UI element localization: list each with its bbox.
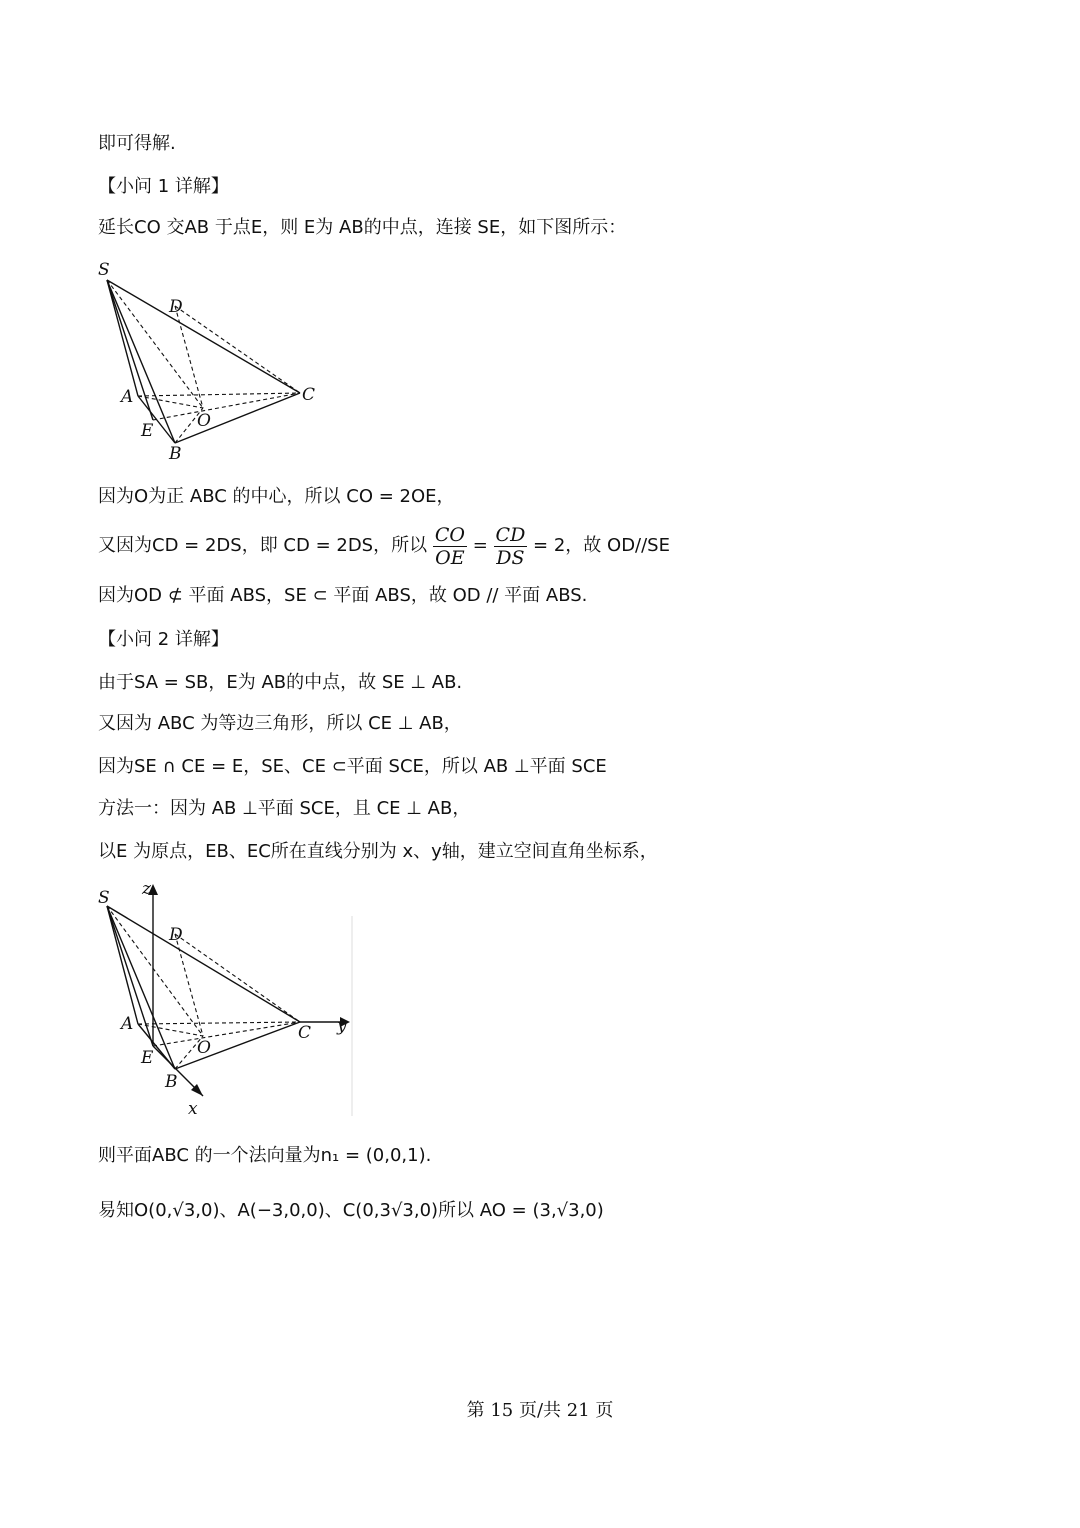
text-line-14: 易知O(0,√3,0)、A(−3,0,0)、C(0,3√3,0)所以 AO = (3,√3,0) [98,1200,604,1221]
text-line-11: 方法一：因为 AB ⊥平面 SCE，且 CE ⊥ AB， [98,798,471,819]
text-line-10: 因为SE ∩ CE = E，SE、CE ⊂平面 SCE，所以 AB ⊥平面 SCE [98,756,607,777]
label-E-2: E [141,1048,154,1068]
label-E: E [141,421,154,441]
label-A-2: A [121,1014,134,1034]
label-A: A [121,387,134,407]
text-line-5-pre: 又因为CD = 2DS，即 CD = 2DS，所以 [98,535,428,556]
text-line-13: 则平面ABC 的一个法向量为n₁ = (0,0,1). [98,1145,432,1166]
frac-den-ds: DS [496,546,525,569]
label-S-2: S [98,888,110,908]
text-line-12: 以E 为原点，EB、EC所在直线分别为 x、y轴，建立空间直角坐标系， [98,841,658,862]
text-line-4: 因为O为正 ABC 的中心，所以 CO = 2OE， [98,486,455,507]
label-O-2: O [197,1038,211,1058]
label-B-2: B [165,1072,178,1092]
frac-equals: = [472,535,488,556]
pyramid-figure-1 [95,258,335,466]
page-footer: 第 15 页/共 21 页 [466,1400,614,1421]
label-S: S [98,260,110,280]
pyramid-figure-2 [95,876,357,1118]
axis-label-y: y [337,1016,347,1036]
frac-den-oe: OE [435,546,465,569]
text-line-6: 因为OD ⊄ 平面 ABS，SE ⊂ 平面 ABS，故 OD // 平面 ABS. [98,585,588,606]
label-D-2: D [169,925,183,945]
label-D: D [169,297,183,317]
label-O: O [197,411,211,431]
axis-label-z: z [142,879,151,899]
fraction-co-oe [433,524,467,569]
text-line-1: 即可得解. [98,133,176,154]
text-line-9: 又因为 ABC 为等边三角形，所以 CE ⊥ AB， [98,713,462,734]
axis-label-x: x [188,1099,198,1118]
text-line-5 [98,518,670,574]
fraction-cd-ds [494,524,528,569]
text-line-3: 延长CO 交AB 于点E，则 E为 AB的中点，连接 SE，如下图所示： [98,217,627,238]
section-heading-1: 【小问 1 详解】 [98,176,229,197]
text-line-5-post: = 2，故 OD//SE [533,535,670,556]
label-C: C [302,385,316,405]
frac-num-co: CO [434,523,465,546]
section-heading-2: 【小问 2 详解】 [98,629,229,650]
text-line-8: 由于SA = SB，E为 AB的中点，故 SE ⊥ AB. [98,672,463,693]
frac-num-cd: CD [495,523,526,546]
label-C-2: C [298,1023,312,1043]
label-B: B [169,444,182,464]
